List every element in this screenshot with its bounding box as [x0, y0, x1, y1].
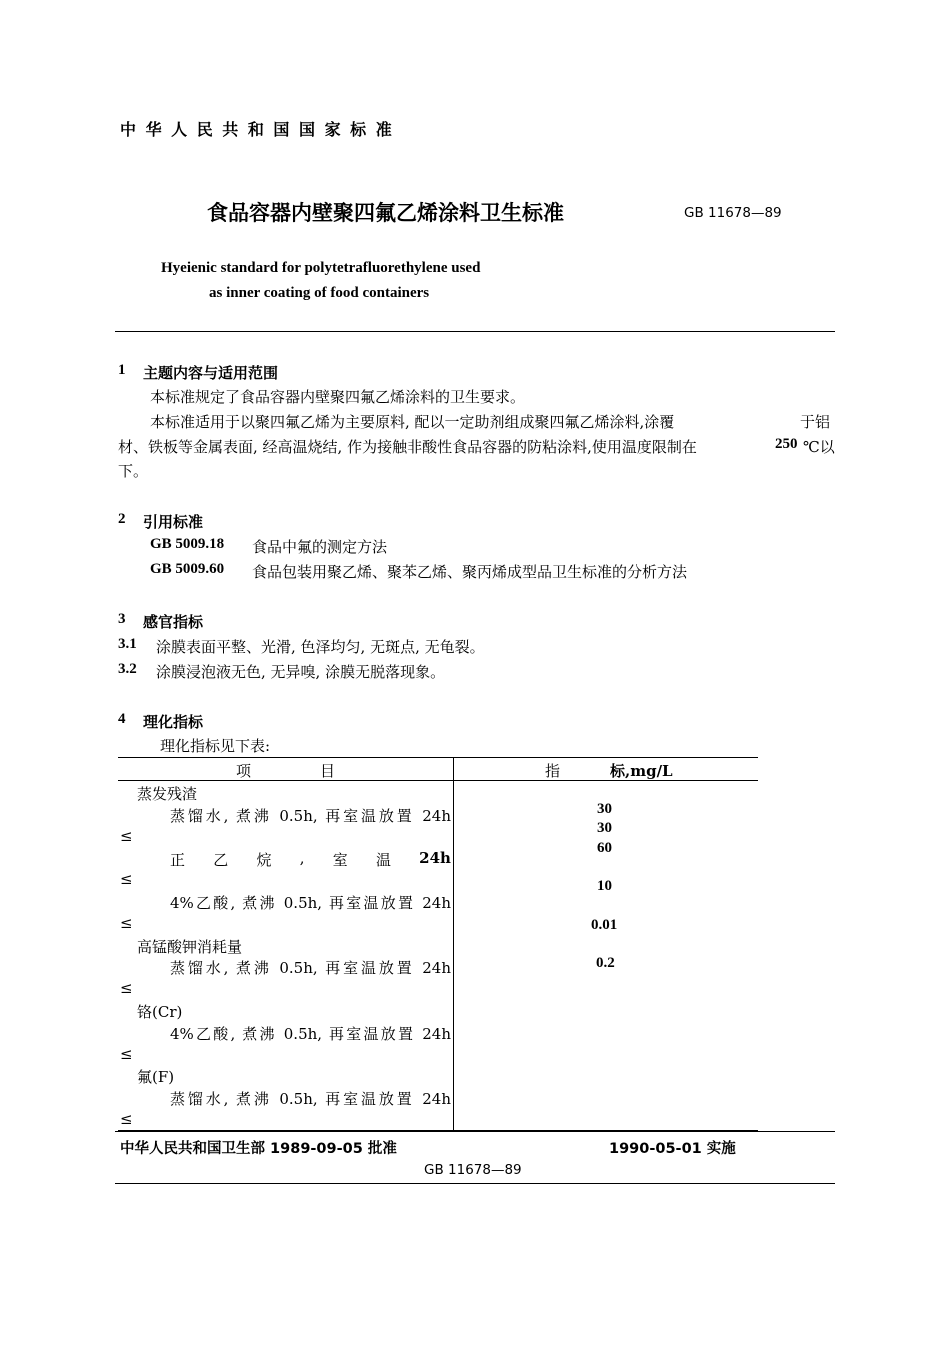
table-value: 0.2 [596, 955, 615, 971]
column-header-value-b: 标,mg/L [610, 762, 673, 780]
row-condition: 4%乙酸, 煮沸 0.5h, 再室温放置 24h [170, 1025, 451, 1043]
section-1-paragraph-2-line3: 下。 [118, 462, 149, 480]
english-title-line2: as inner coating of food containers [209, 285, 430, 301]
column-header-item-b: 目 [320, 762, 336, 780]
section-1-paragraph-1: 本标准规定了食品容器内壁聚四氟乙烯涂料的卫生要求。 [150, 388, 526, 406]
row-condition: 蒸馏水, 煮沸 0.5h, 再室温放置 24h [170, 807, 451, 825]
section-4-number: 4 [118, 711, 126, 727]
group-label-cr: 铬(Cr) [137, 1003, 183, 1021]
row-condition: 蒸馏水, 煮沸 0.5h, 再室温放置 24h [170, 1090, 451, 1108]
reference-title: 食品中氟的测定方法 [252, 538, 388, 556]
footer-top-rule [115, 1131, 835, 1132]
section-1-heading: 主题内容与适用范围 [143, 364, 279, 382]
section-3-number: 3 [118, 611, 126, 627]
table-value: 10 [597, 878, 612, 894]
section-3-heading: 感官指标 [143, 613, 204, 631]
reference-title: 食品包装用聚乙烯、聚苯乙烯、聚丙烯成型品卫生标准的分析方法 [252, 563, 688, 581]
reference-code: GB 5009.18 [150, 536, 225, 552]
table-row [170, 805, 451, 826]
table-intro: 理化指标见下表: [160, 737, 271, 755]
english-title-line1: Hyeienic standard for polytetrafluorethylene used [161, 260, 481, 276]
section-1-paragraph-2-line2-end: ℃以 [803, 438, 835, 456]
table-value: 0.01 [591, 917, 618, 933]
group-label-f: 氟(F) [137, 1068, 175, 1086]
table-row [170, 849, 451, 870]
table-row [170, 1023, 451, 1044]
document-title: 食品容器内壁聚四氟乙烯涂料卫生标准 [207, 201, 564, 225]
row-char: 烷 [256, 851, 272, 869]
effective-date: 1990-05-01 实施 [609, 1141, 736, 1157]
section-4-heading: 理化指标 [143, 713, 204, 731]
section-2-heading: 引用标准 [143, 513, 204, 531]
table-value: 30 [597, 820, 612, 836]
le-symbol: ≤ [120, 914, 133, 932]
section-1-paragraph-2-line2: 材、铁板等金属表面, 经高温烧结, 作为接触非酸性食品容器的防粘涂料,使用温度限制在 [118, 438, 697, 456]
column-header-item-a: 项 [236, 762, 252, 780]
title-divider [115, 331, 835, 332]
row-char: 乙 [213, 851, 229, 869]
clause-text: 涂膜浸泡液无色, 无异嗅, 涂膜无脱落现象。 [156, 663, 446, 681]
clause-text: 涂膜表面平整、光滑, 色泽均匀, 无斑点, 无龟裂。 [156, 638, 485, 656]
clause-number: 3.1 [118, 636, 137, 652]
row-char: 正 [170, 851, 186, 869]
section-1-paragraph-2-line1: 本标准适用于以聚四氟乙烯为主要原料, 配以一定助剂组成聚四氟乙烯涂料,涂覆 [150, 413, 675, 431]
column-header-value-a: 指 [545, 762, 561, 780]
le-symbol: ≤ [120, 1110, 133, 1128]
row-condition: 4%乙酸, 煮沸 0.5h, 再室温放置 24h [170, 894, 451, 912]
section-1-number: 1 [118, 362, 126, 378]
standard-code: GB 11678—89 [684, 205, 782, 221]
table-row [170, 1088, 451, 1109]
table-value: 30 [597, 801, 612, 817]
temperature-value: 250 [775, 436, 798, 452]
le-symbol: ≤ [120, 827, 133, 845]
clause-number: 3.2 [118, 661, 137, 677]
row-char: , [299, 849, 305, 867]
group-label-kmno4: 高锰酸钾消耗量 [137, 938, 243, 956]
footer-standard-code: GB 11678—89 [424, 1162, 522, 1178]
le-symbol: ≤ [120, 979, 133, 997]
table-row [170, 892, 451, 913]
le-symbol: ≤ [120, 1045, 133, 1063]
row-char: 24h [419, 849, 451, 867]
approval-statement: 中华人民共和国卫生部 1989-09-05 批准 [120, 1141, 397, 1157]
section-1-paragraph-2-line1-end: 于铝 [800, 413, 831, 431]
row-condition: 蒸馏水, 煮沸 0.5h, 再室温放置 24h [170, 959, 451, 977]
table-row [170, 957, 451, 978]
row-char: 室 [332, 851, 348, 869]
reference-code: GB 5009.60 [150, 561, 225, 577]
country-standard-label: 中 华 人 民 共 和 国 国 家 标 准 [120, 120, 394, 139]
group-label-residue: 蒸发残渣 [137, 785, 198, 803]
row-char: 温 [375, 851, 391, 869]
table-top-rule [118, 757, 758, 758]
section-2-number: 2 [118, 511, 126, 527]
table-column-divider [453, 757, 454, 1132]
footer-bottom-rule [115, 1183, 835, 1184]
table-value: 60 [597, 840, 612, 856]
le-symbol: ≤ [120, 870, 133, 888]
